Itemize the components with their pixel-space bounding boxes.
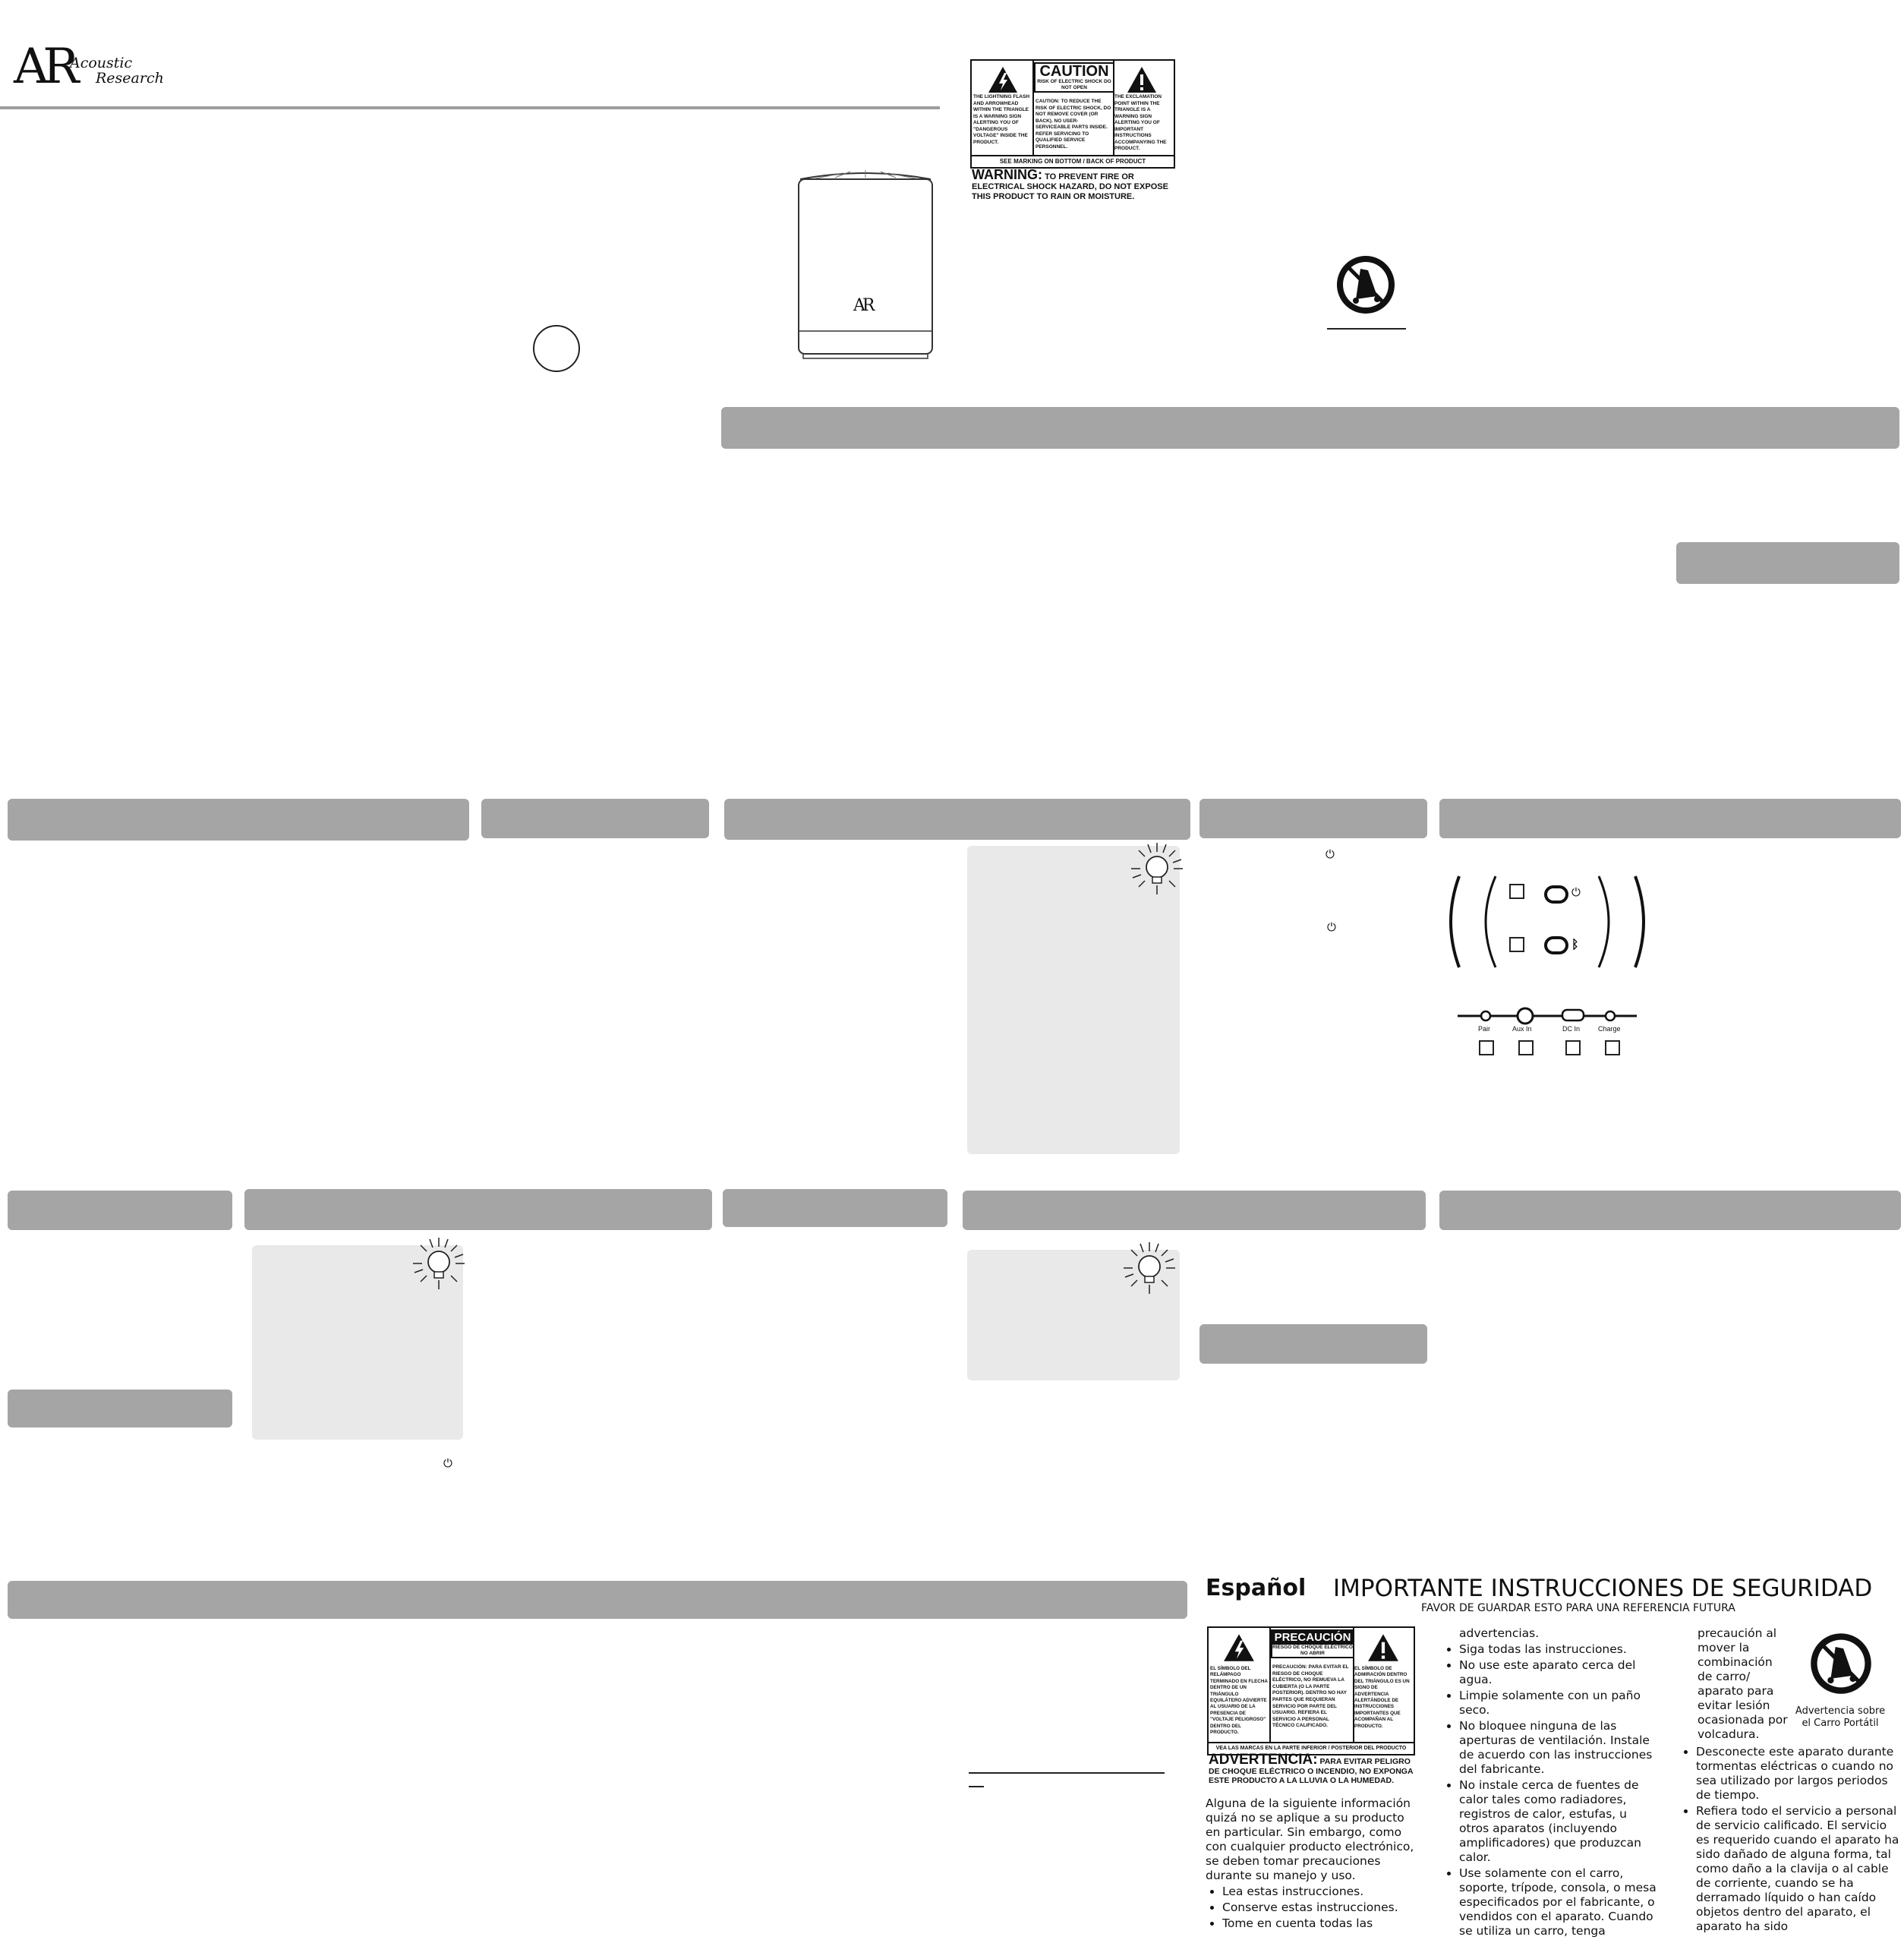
logo-name-line1: Acoustic xyxy=(70,55,133,71)
lightbulb-tip-icon xyxy=(1122,1241,1177,1295)
list-item: • Tome en cuenta todas las xyxy=(1222,1916,1421,1931)
spanish-column-1 xyxy=(1206,1796,1421,1932)
lightbulb-tip-icon xyxy=(411,1236,466,1291)
logo-name-line2: Research xyxy=(96,70,164,87)
callout-box xyxy=(1518,1040,1534,1055)
caution-right-text: THE EXCLAMATION POINT WITHIN THE TRIANGLE IS A WARNING SIGN ALERTING YOU OF IMPORTANT INSTRUCTIONS ACCOMPANYING THE PRODUCT. xyxy=(1114,94,1167,151)
list-item: • Limpie solamente con un paño seco. xyxy=(1459,1689,1660,1718)
advertencia-head: ADVERTENCIA: xyxy=(1209,1752,1318,1768)
list-item: • Lea estas instrucciones. xyxy=(1222,1885,1421,1899)
precaucion-right-text: EL SÍMBOLO DE ADMIRACIÓN DENTRO DEL TRIÁNGULO ES UN SIGNO DE ADVERTENCIA ALERTÁNDOLE DE INSTRUCCIONES IMPORTANTES QUE ACOMPAÑAN AL PRODUCTO. xyxy=(1354,1666,1410,1729)
port-label-charge: Charge xyxy=(1598,1025,1621,1033)
port-label-pair: Pair xyxy=(1478,1025,1491,1033)
lightning-warning-icon xyxy=(1222,1632,1256,1663)
section-header-bar xyxy=(724,799,1190,840)
power-icon: ⏻ xyxy=(1571,885,1581,899)
port-label-dc-in: DC In xyxy=(1562,1025,1581,1033)
power-icon: ⏻ xyxy=(1326,847,1335,861)
section-header-bar xyxy=(244,1189,712,1230)
caution-left-text: THE LIGHTNING FLASH AND ARROWHEAD WITHIN THE TRIANGLE IS A WARNING SIGN ALERTING YOU OF "DANGEROUS VOLTAGE" INSIDE THE PRODUCT. xyxy=(973,94,1030,145)
brand-logo xyxy=(14,39,164,100)
caution-title: CAUTION xyxy=(1039,63,1109,80)
speaker-illustration xyxy=(790,169,941,362)
controls-diagram xyxy=(1442,873,1652,1063)
callout-box xyxy=(1509,937,1524,952)
cart-caption: Advertencia sobre el Carro Portátil xyxy=(1795,1705,1886,1729)
callout-box xyxy=(1605,1040,1620,1055)
circle-mark xyxy=(533,325,580,372)
section-header-bar xyxy=(8,1191,232,1230)
spanish-col3-lead: precaución al mover la combinación de carro/ aparato para evitar lesión ocasionada por volcadura. xyxy=(1698,1626,1788,1741)
section-header-bar xyxy=(1439,799,1901,838)
section-header-bar xyxy=(481,799,709,838)
precaucion-label xyxy=(1207,1626,1415,1755)
callout-box xyxy=(1509,884,1524,899)
section-header-bar xyxy=(1439,1191,1901,1230)
section-header-bar xyxy=(721,407,1899,449)
list-item: • Refiera todo el servicio a personal de servicio calificado. El servicio es requerido cuando el aparato ha sido dañado de alguna forma, tal como daño a la clavija o al cable de corriente, cuando se ha derramado líquido o han caído objetos dentro del aparato, el aparato ha sido xyxy=(1696,1804,1899,1934)
section-header-bar xyxy=(963,1191,1426,1230)
advertencia-text: PARA EVITAR PELIGRO DE CHOQUE ELÉCTRICO O INCENDIO, NO EXPONGA ESTE PRODUCTO A LA LLUVIA O LA HUMEDAD. xyxy=(1209,1757,1414,1785)
exclamation-warning-icon xyxy=(1367,1632,1400,1663)
power-icon: ⏻ xyxy=(1327,920,1336,934)
section-header-bar xyxy=(8,1390,232,1427)
list-item: • Siga todas las instrucciones. xyxy=(1459,1642,1660,1657)
warning-statement xyxy=(972,167,1177,202)
caution-footer: SEE MARKING ON BOTTOM / BACK OF PRODUCT xyxy=(972,155,1174,166)
advertencia-statement xyxy=(1209,1752,1418,1786)
spanish-column-3 xyxy=(1679,1745,1899,1935)
section-header-bar xyxy=(1199,799,1427,838)
precaucion-center-text: PRECAUCIÓN: PARA EVITAR EL RIESGO DE CHOQUE ELÉCTRICO, NO REMUEVA LA CUBIERTA (O LA PARTE POSTERIOR). DENTRO NO HAY PARTES QUE REQUIERAN SERVICIO POR PARTE DEL USUARIO. REFIERA EL SERVICIO A PERSONAL TÉCNICO CALIFICADO. xyxy=(1272,1664,1349,1729)
caution-label xyxy=(970,59,1175,169)
spanish-language-label: Español xyxy=(1206,1575,1307,1601)
list-item: • Desconecte este aparato durante tormentas eléctricas o cuando no sea utilizado por largos periodos de tiempo. xyxy=(1696,1745,1899,1803)
warning-head: WARNING: xyxy=(972,167,1042,182)
list-item: • No use este aparato cerca del agua. xyxy=(1459,1658,1660,1687)
exclamation-warning-icon xyxy=(1126,65,1158,94)
footnote-rule xyxy=(969,1772,1165,1774)
spanish-intro: Alguna de la siguiente información quizá no se aplique a su producto en particular. Sin embargo, como con cualquier producto electrónico, se deben tomar precauciones durante su manejo y uso. xyxy=(1206,1796,1414,1882)
warning-text: TO PREVENT FIRE OR ELECTRICAL SHOCK HAZARD, DO NOT EXPOSE THIS PRODUCT TO RAIN OR MOISTURE. xyxy=(972,172,1168,201)
section-header-bar xyxy=(1676,542,1899,584)
precaucion-header xyxy=(1271,1629,1354,1658)
header-rule xyxy=(0,106,940,109)
caution-header xyxy=(1034,62,1114,93)
spanish-column-2 xyxy=(1442,1626,1660,1940)
spanish-col2-lead: advertencias. xyxy=(1459,1626,1540,1640)
lightbulb-tip-icon xyxy=(1130,841,1184,896)
cart-caption-rule xyxy=(1327,328,1406,330)
list-item: • Use solamente con el carro, soporte, trípode, consola, o mesa especificados por el fabricante, o vendidos con el aparato. Cuando se utiliza un carro, tenga xyxy=(1459,1866,1660,1938)
spanish-subtitle: FAVOR DE GUARDAR ESTO PARA UNA REFERENCIA FUTURA xyxy=(1421,1602,1735,1614)
lightning-warning-icon xyxy=(987,65,1019,94)
cart-warning-icon xyxy=(1333,252,1398,317)
precaucion-footer: VEA LAS MARCAS EN LA PARTE INFERIOR / POSTERIOR DEL PRODUCTO xyxy=(1209,1742,1414,1754)
bluetooth-icon: ᛒ xyxy=(1571,937,1579,951)
list-item: • No instale cerca de fuentes de calor tales como radiadores, registros de calor, estufas, u otros aparatos (incluyendo amplificadores) que produzcan calor. xyxy=(1459,1778,1660,1865)
port-label-aux-in: Aux In xyxy=(1512,1025,1532,1033)
precaucion-left-text: EL SÍMBOLO DEL RELÁMPAGO TERMINADO EN FLECHA DENTRO DE UN TRIÁNGULO EQUILÁTERO ADVIERTE AL USUARIO DE LA PRESENCIA DE "VOLTAJE PELIGROSO" DENTRO DEL PRODUCTO. xyxy=(1210,1666,1268,1736)
spanish-title: IMPORTANTE INSTRUCCIONES DE SEGURIDAD xyxy=(1333,1575,1873,1602)
footnote-rule xyxy=(969,1786,984,1787)
precaucion-title: PRECAUCIÓN xyxy=(1272,1631,1353,1645)
caution-subtitle: RISK OF ELECTRIC SHOCK DO NOT OPEN xyxy=(1037,79,1111,90)
callout-box xyxy=(1479,1040,1494,1055)
list-item: • Conserve estas instrucciones. xyxy=(1222,1901,1421,1915)
callout-box xyxy=(1565,1040,1581,1055)
section-header-bar xyxy=(8,799,469,841)
power-icon: ⏻ xyxy=(443,1456,452,1470)
cart-warning-icon xyxy=(1807,1629,1875,1698)
precaucion-subtitle: RIESGO DE CHOQUE ELÉCTRICO NO ABRIR xyxy=(1272,1645,1353,1656)
section-header-bar xyxy=(8,1581,1187,1619)
section-header-bar xyxy=(1199,1324,1427,1364)
list-item: • No bloquee ninguna de las aperturas de ventilación. Instale de acuerdo con las instrucciones del fabricante. xyxy=(1459,1719,1660,1777)
caution-center-text: CAUTION: TO REDUCE THE RISK OF ELECTRIC SHOCK, DO NOT REMOVE COVER (OR BACK). NO USER-SERVICEABLE PARTS INSIDE. REFER SERVICING TO QUALIFIED SERVICE PERSONNEL. xyxy=(1036,99,1111,150)
section-header-bar xyxy=(723,1189,947,1227)
speaker-logo: AR xyxy=(853,296,872,315)
logo-mark: AR xyxy=(14,39,74,95)
